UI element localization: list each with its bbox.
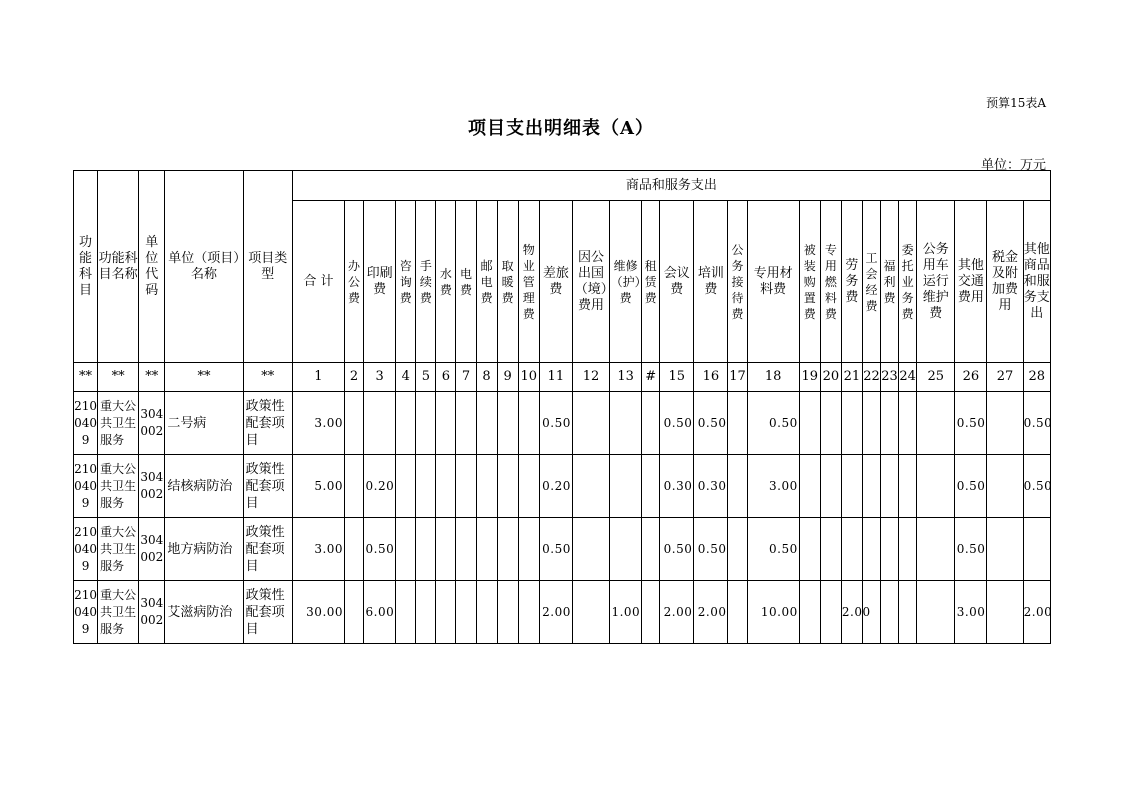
value-cell: 2.00 [841,581,862,644]
value-cell: 0.50 [539,518,572,581]
header-col-9: 取暖费 [497,201,518,363]
header-col-21: 劳务费 [841,201,862,363]
func-name-cell: 重大公共卫生服务 [98,455,139,518]
value-cell [396,581,416,644]
index-col-8: 9 [497,363,518,392]
value-cell [518,392,539,455]
index-col-18: 19 [799,363,820,392]
page-title: 项目支出明细表（A） [468,118,654,139]
value-cell [396,518,416,581]
index-col-3: 4 [396,363,416,392]
index-col-25: 26 [955,363,987,392]
func-code-cell: 2100409 [74,518,98,581]
value-cell [899,581,917,644]
header-col-8: 邮电费 [476,201,497,363]
header-col-16: 培训费 [694,201,728,363]
value-cell [456,518,476,581]
header-func-name: 功能科目名称 [98,171,139,363]
value-cell [799,518,820,581]
value-cell [987,518,1023,581]
index-col-24: 25 [917,363,955,392]
value-cell [917,581,955,644]
value-cell: 0.50 [694,392,728,455]
value-cell: 1.00 [610,581,642,644]
value-cell: 0.50 [539,392,572,455]
header-col-10: 物业管理费 [518,201,539,363]
value-cell: 0.50 [955,518,987,581]
value-cell: 2.00 [1023,581,1050,644]
project-name-cell: 结核病防治 [165,455,243,518]
header-project-name: 单位（项目）名称 [165,171,243,363]
value-cell: 2.00 [539,581,572,644]
value-cell [820,518,841,581]
index-col-11: 12 [572,363,609,392]
value-cell: 0.50 [955,392,987,455]
index-col-17: 18 [747,363,799,392]
value-cell: 0.50 [364,518,396,581]
value-cell [799,455,820,518]
value-cell: 3.00 [955,581,987,644]
value-cell [862,392,880,455]
value-cell [728,518,747,581]
index-fixed-3: ** [165,363,243,392]
value-cell [345,518,364,581]
value-cell: 5.00 [292,455,344,518]
value-cell [917,518,955,581]
value-cell [518,581,539,644]
value-cell [899,455,917,518]
header-col-11: 差旅费 [539,201,572,363]
index-fixed-0: ** [74,363,98,392]
value-cell: 3.00 [747,455,799,518]
value-cell: 0.50 [660,392,694,455]
value-cell [416,581,436,644]
value-cell [841,392,862,455]
header-col-20: 专用燃料费 [820,201,841,363]
value-cell [917,392,955,455]
unit-label: 单位：万元 [980,158,1046,173]
value-cell [572,581,609,644]
project-type-cell: 政策性配套项目 [243,392,292,455]
index-col-26: 27 [987,363,1023,392]
value-cell: 0.50 [660,518,694,581]
value-cell [1023,518,1050,581]
index-col-23: 24 [899,363,917,392]
value-cell: 6.00 [364,581,396,644]
func-name-cell: 重大公共卫生服务 [98,392,139,455]
value-cell [345,455,364,518]
header-col-2: 办公费 [345,201,364,363]
header-col-22: 工会经费 [862,201,880,363]
value-cell [610,455,642,518]
value-cell [436,392,456,455]
header-goods-services-group: 商品和服务支出 [292,171,1050,201]
unit-code-cell: 304002 [139,455,165,518]
header-col-23: 福利费 [881,201,899,363]
value-cell [416,518,436,581]
header-col-26: 其他交通费用 [955,201,987,363]
value-cell [364,392,396,455]
project-name-cell: 二号病 [165,392,243,455]
index-col-2: 3 [364,363,396,392]
header-col-12: 因公出国（境）费用 [572,201,609,363]
form-number: 预算15表A [986,96,1046,110]
value-cell: 0.30 [694,455,728,518]
value-cell: 0.50 [1023,392,1050,455]
value-cell [345,581,364,644]
value-cell: 10.00 [747,581,799,644]
table-row [74,392,1051,455]
index-col-12: 13 [610,363,642,392]
value-cell: 3.00 [292,518,344,581]
index-col-21: 22 [862,363,880,392]
value-cell [396,455,416,518]
value-cell [899,518,917,581]
project-type-cell: 政策性配套项目 [243,581,292,644]
value-cell [820,392,841,455]
header-col-7: 电费 [456,201,476,363]
value-cell [497,392,518,455]
value-cell [476,455,497,518]
value-cell [862,518,880,581]
value-cell: 2.00 [694,581,728,644]
index-col-13: # [642,363,660,392]
value-cell [841,518,862,581]
unit-code-cell: 304002 [139,392,165,455]
value-cell [987,455,1023,518]
value-cell [436,518,456,581]
header-col-27: 税金及附加费用 [987,201,1023,363]
value-cell: 0.20 [364,455,396,518]
value-cell [987,581,1023,644]
index-col-1: 2 [345,363,364,392]
header-col-24: 委托业务费 [899,201,917,363]
index-col-16: 17 [728,363,747,392]
index-col-10: 11 [539,363,572,392]
header-unit-code: 单位代码 [139,171,165,363]
value-cell [416,392,436,455]
value-cell [436,581,456,644]
table-row [74,455,1051,518]
value-cell [345,392,364,455]
value-cell [456,581,476,644]
value-cell [862,455,880,518]
header-col-13: 维修（护）费 [610,201,642,363]
header-col-18: 专用材料费 [747,201,799,363]
value-cell: 0.50 [747,392,799,455]
index-col-6: 7 [456,363,476,392]
value-cell [497,581,518,644]
table-row [74,581,1051,644]
project-name-cell: 艾滋病防治 [165,581,243,644]
header-col-14: 租赁费 [642,201,660,363]
value-cell [642,581,660,644]
index-col-7: 8 [476,363,497,392]
value-cell [518,455,539,518]
header-col-4: 咨询费 [396,201,416,363]
value-cell: 0.50 [1023,455,1050,518]
value-cell [799,392,820,455]
value-cell [610,392,642,455]
index-col-0: 1 [292,363,344,392]
header-col-17: 公务接待费 [728,201,747,363]
value-cell [642,455,660,518]
func-code-cell: 2100409 [74,581,98,644]
value-cell: 0.30 [660,455,694,518]
index-col-27: 28 [1023,363,1050,392]
value-cell [642,518,660,581]
value-cell: 0.50 [955,455,987,518]
header-col-19: 被装购置费 [799,201,820,363]
value-cell [728,455,747,518]
value-cell [820,581,841,644]
value-cell [881,518,899,581]
value-cell [728,392,747,455]
value-cell [436,455,456,518]
header-col-1: 合 计 [292,201,344,363]
header-col-3: 印刷费 [364,201,396,363]
project-expenditure-table [73,170,1051,644]
header-col-28: 其他商品和服务支出 [1023,201,1050,363]
value-cell [881,392,899,455]
value-cell [416,455,436,518]
index-fixed-1: ** [98,363,139,392]
value-cell [476,581,497,644]
func-name-cell: 重大公共卫生服务 [98,581,139,644]
value-cell: 0.50 [747,518,799,581]
value-cell [642,392,660,455]
index-col-20: 21 [841,363,862,392]
unit-code-cell: 304002 [139,518,165,581]
header-col-15: 会议费 [660,201,694,363]
value-cell [518,518,539,581]
project-name-cell: 地方病防治 [165,518,243,581]
value-cell [799,581,820,644]
value-cell [728,581,747,644]
value-cell: 2.00 [660,581,694,644]
header-col-6: 水费 [436,201,456,363]
index-col-15: 16 [694,363,728,392]
value-cell [456,455,476,518]
index-col-4: 5 [416,363,436,392]
table-row [74,518,1051,581]
value-cell [476,392,497,455]
value-cell [987,392,1023,455]
header-col-25: 公务用车运行维护费 [917,201,955,363]
value-cell [396,392,416,455]
value-cell: 3.00 [292,392,344,455]
value-cell [497,455,518,518]
header-project-type: 项目类型 [243,171,292,363]
func-code-cell: 2100409 [74,455,98,518]
value-cell [820,455,841,518]
index-fixed-4: ** [243,363,292,392]
value-cell: 0.50 [694,518,728,581]
value-cell [572,455,609,518]
value-cell [881,581,899,644]
value-cell: 0.20 [539,455,572,518]
value-cell [572,392,609,455]
project-type-cell: 政策性配套项目 [243,455,292,518]
index-col-5: 6 [436,363,456,392]
header-col-5: 手续费 [416,201,436,363]
value-cell [572,518,609,581]
value-cell [881,455,899,518]
value-cell [476,518,497,581]
index-col-9: 10 [518,363,539,392]
header-func-code: 功能科目 [74,171,98,363]
value-cell: 30.00 [292,581,344,644]
unit-code-cell: 304002 [139,581,165,644]
project-type-cell: 政策性配套项目 [243,518,292,581]
value-cell [497,518,518,581]
index-col-22: 23 [881,363,899,392]
value-cell [917,455,955,518]
func-name-cell: 重大公共卫生服务 [98,518,139,581]
index-col-14: 15 [660,363,694,392]
value-cell [610,518,642,581]
value-cell [841,455,862,518]
value-cell [899,392,917,455]
index-fixed-2: ** [139,363,165,392]
value-cell [456,392,476,455]
index-col-19: 20 [820,363,841,392]
func-code-cell: 2100409 [74,392,98,455]
